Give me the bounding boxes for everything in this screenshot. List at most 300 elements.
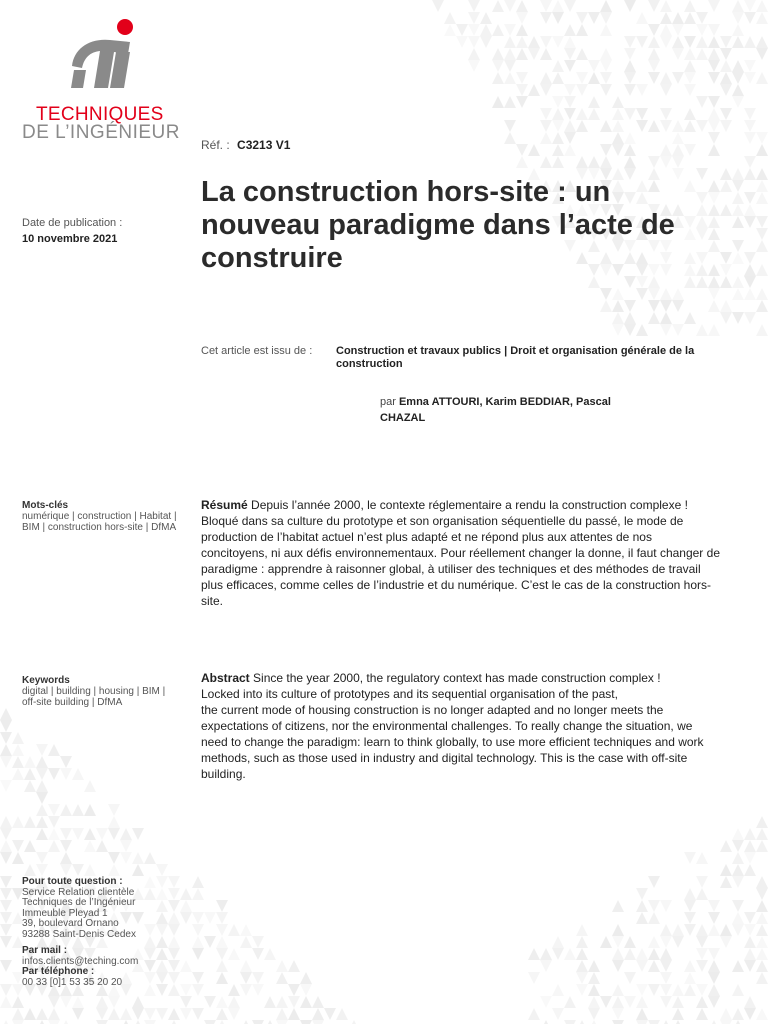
background-triangle — [744, 960, 756, 972]
background-triangle — [156, 1008, 168, 1020]
background-triangle — [744, 840, 756, 852]
background-triangle — [672, 924, 684, 936]
background-triangle — [660, 996, 672, 1008]
contact-street: 39, boulevard Ornano — [22, 918, 119, 929]
background-triangle — [0, 960, 12, 972]
background-triangle — [636, 108, 648, 120]
background-triangle — [636, 288, 648, 300]
resume-paragraph — [201, 497, 721, 609]
background-triangle — [588, 156, 600, 168]
background-triangle — [756, 876, 768, 888]
background-triangle — [624, 324, 636, 336]
background-triangle — [240, 924, 252, 936]
keywords-block — [22, 675, 182, 708]
background-triangle — [720, 204, 732, 216]
background-triangle — [720, 252, 732, 264]
background-triangle — [744, 132, 756, 144]
background-triangle — [648, 984, 660, 996]
background-triangle — [720, 120, 732, 132]
background-triangle — [732, 276, 744, 288]
background-triangle — [732, 288, 744, 300]
background-triangle — [720, 168, 732, 180]
background-triangle — [576, 12, 588, 24]
background-triangle — [516, 156, 528, 168]
background-triangle — [624, 84, 636, 96]
background-triangle — [228, 984, 240, 996]
background-triangle — [744, 828, 756, 840]
background-triangle — [756, 0, 768, 12]
mots-cles-heading: Mots-clés — [22, 500, 69, 511]
background-triangle — [612, 108, 624, 120]
background-triangle — [708, 144, 720, 156]
background-triangle — [696, 924, 708, 936]
background-triangle — [600, 0, 612, 12]
background-triangle — [636, 1020, 648, 1024]
background-triangle — [60, 1020, 72, 1024]
background-triangle — [756, 288, 768, 300]
background-triangle — [732, 840, 744, 852]
background-triangle — [696, 24, 708, 36]
background-triangle — [168, 1020, 180, 1024]
background-triangle — [660, 1020, 672, 1024]
background-triangle — [684, 12, 696, 24]
background-triangle — [276, 960, 288, 972]
background-triangle — [216, 912, 228, 924]
background-triangle — [744, 264, 756, 276]
background-triangle — [288, 960, 300, 972]
background-triangle — [708, 984, 720, 996]
background-triangle — [600, 24, 612, 36]
background-triangle — [672, 144, 684, 156]
background-triangle — [756, 924, 768, 936]
background-triangle — [720, 840, 732, 852]
background-triangle — [648, 120, 660, 132]
background-triangle — [492, 0, 504, 12]
background-triangle — [708, 900, 720, 912]
background-triangle — [552, 132, 564, 144]
background-triangle — [660, 984, 672, 996]
background-triangle — [720, 924, 732, 936]
background-triangle — [612, 948, 624, 960]
background-triangle — [720, 84, 732, 96]
background-triangle — [624, 996, 636, 1008]
background-triangle — [36, 756, 48, 768]
background-triangle — [600, 60, 612, 72]
background-triangle — [108, 804, 120, 816]
background-triangle — [588, 276, 600, 288]
background-triangle — [732, 96, 744, 108]
background-triangle — [636, 276, 648, 288]
background-triangle — [696, 324, 708, 336]
background-triangle — [516, 0, 528, 12]
background-triangle — [540, 72, 552, 84]
background-triangle — [744, 192, 756, 204]
background-triangle — [24, 864, 36, 876]
background-triangle — [720, 1020, 732, 1024]
background-triangle — [708, 108, 720, 120]
background-triangle — [552, 108, 564, 120]
background-triangle — [12, 1008, 24, 1020]
techniques-ingenieur-logo-icon — [66, 18, 146, 98]
background-triangle — [648, 312, 660, 324]
background-triangle — [612, 900, 624, 912]
background-triangle — [24, 816, 36, 828]
background-triangle — [624, 144, 636, 156]
background-triangle — [504, 132, 516, 144]
background-triangle — [648, 72, 660, 84]
background-triangle — [36, 1020, 48, 1024]
background-triangle — [540, 996, 552, 1008]
background-triangle — [732, 1008, 744, 1020]
background-triangle — [48, 1020, 60, 1024]
background-triangle — [720, 300, 732, 312]
background-triangle — [552, 984, 564, 996]
background-triangle — [516, 72, 528, 84]
background-triangle — [624, 936, 636, 948]
background-triangle — [612, 288, 624, 300]
background-triangle — [48, 816, 60, 828]
background-triangle — [564, 0, 576, 12]
background-triangle — [216, 936, 228, 948]
background-triangle — [0, 708, 12, 720]
background-triangle — [672, 120, 684, 132]
background-triangle — [120, 1008, 132, 1020]
background-triangle — [504, 72, 516, 84]
background-triangle — [672, 936, 684, 948]
background-triangle — [492, 72, 504, 84]
background-triangle — [48, 1008, 60, 1020]
background-triangle — [756, 960, 768, 972]
background-triangle — [540, 48, 552, 60]
background-triangle — [12, 756, 24, 768]
background-triangle — [612, 960, 624, 972]
background-triangle — [240, 1020, 252, 1024]
background-triangle — [648, 288, 660, 300]
resume-text: Depuis l’année 2000, le contexte réglementaire a rendu la construction complexe ! Bloqué dans sa culture du prototype et son organisation séquentielle du passé, le mode de production de l’habitat actuel n’est plus adapté et ne répond plus aux attentes de nos concitoyens, ni aux défis environnementaux. Pour réellement changer la donne, il faut changer de paradigme : apprendre à raisonner global, à utiliser des techniques et des méthodes de travail plus efficaces, comme celles de l’industrie et du numérique. C’est le cas de la construction hors-site. — [201, 498, 720, 608]
background-triangle — [144, 1008, 156, 1020]
background-triangle — [732, 852, 744, 864]
background-triangle — [252, 972, 264, 984]
background-triangle — [552, 60, 564, 72]
background-triangle — [576, 984, 588, 996]
background-triangle — [204, 996, 216, 1008]
background-triangle — [444, 12, 456, 24]
background-triangle — [72, 996, 84, 1008]
publication-date-label: Date de publication : — [22, 217, 123, 229]
background-triangle — [48, 996, 60, 1008]
background-triangle — [744, 120, 756, 132]
background-triangle — [324, 1008, 336, 1020]
background-triangle — [624, 300, 636, 312]
background-triangle — [576, 156, 588, 168]
background-triangle — [708, 48, 720, 60]
background-triangle — [648, 36, 660, 48]
background-triangle — [660, 36, 672, 48]
background-triangle — [636, 984, 648, 996]
background-triangle — [600, 996, 612, 1008]
background-triangle — [552, 936, 564, 948]
background-triangle — [720, 72, 732, 84]
background-triangle — [204, 936, 216, 948]
background-triangle — [264, 996, 276, 1008]
background-triangle — [672, 12, 684, 24]
background-triangle — [660, 108, 672, 120]
background-triangle — [96, 840, 108, 852]
background-triangle — [684, 276, 696, 288]
background-triangle — [36, 864, 48, 876]
background-triangle — [528, 84, 540, 96]
background-triangle — [696, 48, 708, 60]
background-triangle — [708, 132, 720, 144]
background-triangle — [636, 912, 648, 924]
background-triangle — [744, 1008, 756, 1020]
background-triangle — [612, 984, 624, 996]
background-triangle — [696, 936, 708, 948]
background-triangle — [660, 12, 672, 24]
background-triangle — [12, 744, 24, 756]
background-triangle — [732, 960, 744, 972]
background-triangle — [648, 24, 660, 36]
background-triangle — [504, 60, 516, 72]
background-triangle — [36, 1008, 48, 1020]
background-triangle — [456, 24, 468, 36]
keywords-text: digital | building | housing | BIM | off-site building | DfMA — [22, 686, 166, 708]
background-triangle — [0, 720, 12, 732]
background-triangle — [72, 1008, 84, 1020]
background-triangle — [552, 156, 564, 168]
background-triangle — [756, 948, 768, 960]
background-triangle — [564, 84, 576, 96]
background-triangle — [60, 756, 72, 768]
background-triangle — [48, 804, 60, 816]
background-triangle — [696, 876, 708, 888]
background-triangle — [204, 912, 216, 924]
background-triangle — [72, 828, 84, 840]
background-triangle — [708, 60, 720, 72]
background-triangle — [756, 72, 768, 84]
background-triangle — [312, 996, 324, 1008]
background-triangle — [60, 840, 72, 852]
background-triangle — [180, 1008, 192, 1020]
background-triangle — [732, 912, 744, 924]
background-triangle — [24, 1008, 36, 1020]
background-triangle — [576, 1020, 588, 1024]
background-triangle — [36, 768, 48, 780]
background-triangle — [12, 816, 24, 828]
background-triangle — [744, 108, 756, 120]
background-triangle — [756, 144, 768, 156]
background-triangle — [504, 96, 516, 108]
background-triangle — [540, 0, 552, 12]
background-triangle — [684, 924, 696, 936]
background-triangle — [708, 996, 720, 1008]
background-triangle — [648, 1020, 660, 1024]
background-triangle — [660, 288, 672, 300]
background-triangle — [684, 72, 696, 84]
background-triangle — [108, 852, 120, 864]
background-triangle — [564, 996, 576, 1008]
background-triangle — [624, 156, 636, 168]
background-triangle — [588, 60, 600, 72]
background-triangle — [636, 900, 648, 912]
background-triangle — [660, 960, 672, 972]
background-triangle — [636, 324, 648, 336]
background-triangle — [600, 288, 612, 300]
background-triangle — [468, 12, 480, 24]
background-triangle — [612, 924, 624, 936]
background-triangle — [708, 72, 720, 84]
background-triangle — [756, 192, 768, 204]
background-triangle — [696, 120, 708, 132]
background-triangle — [624, 72, 636, 84]
background-triangle — [732, 828, 744, 840]
background-triangle — [612, 996, 624, 1008]
background-triangle — [0, 936, 12, 948]
background-triangle — [108, 996, 120, 1008]
background-triangle — [468, 36, 480, 48]
background-triangle — [588, 12, 600, 24]
background-triangle — [492, 60, 504, 72]
background-triangle — [624, 948, 636, 960]
background-triangle — [756, 240, 768, 252]
background-triangle — [720, 180, 732, 192]
background-triangle — [648, 912, 660, 924]
background-triangle — [660, 300, 672, 312]
background-triangle — [756, 264, 768, 276]
background-triangle — [300, 1020, 312, 1024]
background-triangle — [300, 984, 312, 996]
background-triangle — [660, 924, 672, 936]
background-triangle — [720, 108, 732, 120]
background-triangle — [528, 1008, 540, 1020]
background-triangle — [84, 840, 96, 852]
background-triangle — [12, 1020, 24, 1024]
background-triangle — [252, 1020, 264, 1024]
background-triangle — [648, 936, 660, 948]
background-triangle — [564, 120, 576, 132]
background-triangle — [720, 1008, 732, 1020]
article-title: La construction hors-site : un nouveau paradigme dans l’acte de construire — [201, 176, 675, 274]
background-triangle — [708, 120, 720, 132]
background-triangle — [576, 72, 588, 84]
contact-mail[interactable]: infos.clients@teching.com — [22, 955, 139, 967]
background-triangle — [600, 120, 612, 132]
background-triangle — [756, 36, 768, 48]
background-triangle — [720, 36, 732, 48]
reference — [201, 138, 290, 152]
background-triangle — [600, 300, 612, 312]
background-triangle — [156, 864, 168, 876]
background-triangle — [336, 1008, 348, 1020]
background-triangle — [60, 996, 72, 1008]
background-triangle — [756, 12, 768, 24]
background-triangle — [0, 888, 12, 900]
background-triangle — [0, 840, 12, 852]
background-triangle — [660, 120, 672, 132]
background-triangle — [696, 852, 708, 864]
background-triangle — [216, 1008, 228, 1020]
background-triangle — [96, 828, 108, 840]
background-triangle — [576, 972, 588, 984]
background-triangle — [480, 36, 492, 48]
background-triangle — [504, 36, 516, 48]
background-triangle — [744, 288, 756, 300]
issue-value: Construction et travaux publics | Droit et organisation générale de la construction — [336, 345, 695, 370]
background-triangle — [60, 864, 72, 876]
background-triangle — [744, 72, 756, 84]
background-triangle — [720, 876, 732, 888]
background-triangle — [708, 1020, 720, 1024]
background-triangle — [576, 960, 588, 972]
background-triangle — [84, 780, 96, 792]
background-triangle — [180, 996, 192, 1008]
background-triangle — [36, 780, 48, 792]
background-triangle — [456, 36, 468, 48]
background-triangle — [36, 852, 48, 864]
background-triangle — [0, 852, 12, 864]
background-triangle — [540, 156, 552, 168]
background-triangle — [12, 732, 24, 744]
background-triangle — [696, 996, 708, 1008]
background-triangle — [96, 1020, 108, 1024]
background-triangle — [708, 0, 720, 12]
background-triangle — [516, 84, 528, 96]
background-triangle — [672, 300, 684, 312]
background-triangle — [0, 732, 12, 744]
background-triangle — [432, 0, 444, 12]
background-triangle — [588, 960, 600, 972]
background-triangle — [132, 1020, 144, 1024]
background-triangle — [732, 216, 744, 228]
background-triangle — [600, 144, 612, 156]
issue-label: Cet article est issu de : — [201, 345, 313, 357]
background-triangle — [132, 996, 144, 1008]
background-triangle — [732, 1020, 744, 1024]
reference-label: Réf. : — [201, 138, 230, 152]
background-triangle — [132, 852, 144, 864]
background-triangle — [672, 72, 684, 84]
contact-phone: 00 33 [0]1 53 35 20 20 — [22, 976, 123, 988]
background-triangle — [564, 60, 576, 72]
background-triangle — [192, 1008, 204, 1020]
keywords-heading: Keywords — [22, 675, 70, 686]
background-triangle — [480, 12, 492, 24]
background-triangle — [696, 948, 708, 960]
background-triangle — [660, 948, 672, 960]
background-triangle — [648, 900, 660, 912]
background-triangle — [576, 84, 588, 96]
background-triangle — [732, 192, 744, 204]
background-triangle — [612, 300, 624, 312]
background-triangle — [108, 828, 120, 840]
background-triangle — [216, 1020, 228, 1024]
background-triangle — [48, 744, 60, 756]
background-triangle — [612, 144, 624, 156]
background-triangle — [684, 312, 696, 324]
background-triangle — [744, 276, 756, 288]
background-triangle — [660, 0, 672, 12]
background-triangle — [96, 1008, 108, 1020]
background-triangle — [300, 972, 312, 984]
background-triangle — [660, 144, 672, 156]
mots-cles-block — [22, 500, 182, 533]
background-triangle — [228, 996, 240, 1008]
abstract-paragraph — [201, 670, 721, 782]
background-triangle — [696, 984, 708, 996]
background-triangle — [252, 948, 264, 960]
background-triangle — [576, 948, 588, 960]
background-triangle — [624, 36, 636, 48]
